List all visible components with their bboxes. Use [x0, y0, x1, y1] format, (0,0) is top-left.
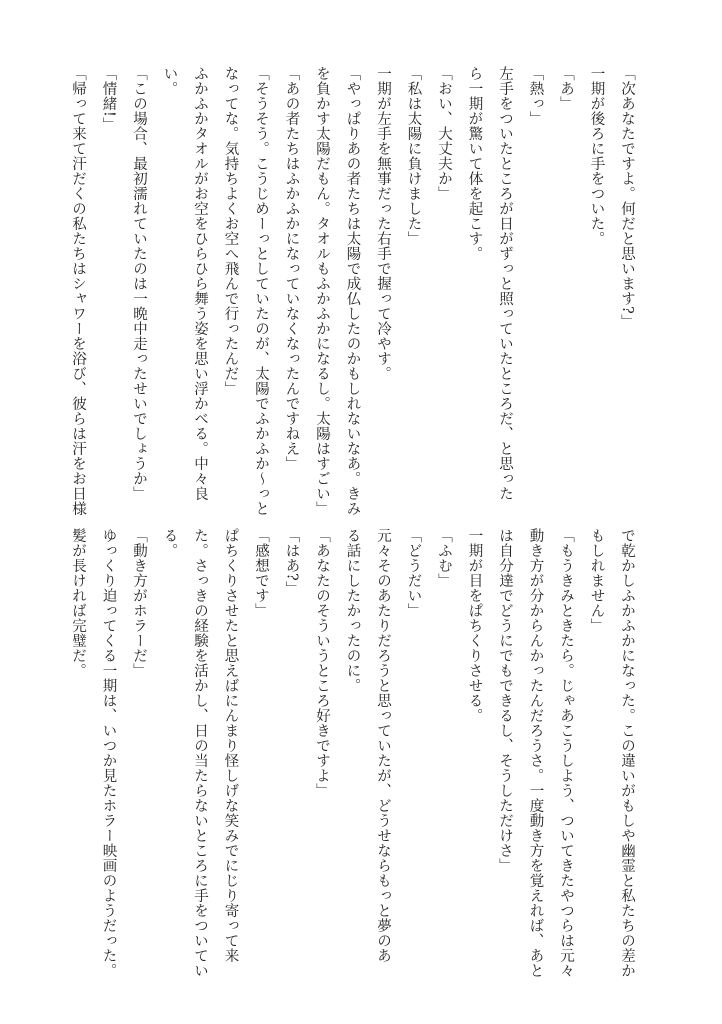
text-line: 「そうそう。こうじめーっとしていたのが、太陽でふかふか〜っと	[253, 66, 269, 516]
text-line: 髪が長ければ完璧だ。	[70, 528, 86, 678]
text-line: 一期が後ろに手をついた。	[588, 66, 605, 246]
text-line: 元々そのあたりだろうと思っていたが、どうせならもっと夢のあ	[375, 528, 391, 963]
text-line: た。さっきの経験を活かし、日の当たらないところに手をついてい	[192, 528, 208, 978]
text-line: る話にしたかったのに。	[344, 528, 361, 693]
text-line: 「帰って来て汗だくの私たちはシャワーを浴び、彼らは汗をお日様	[70, 66, 86, 516]
text-line: 「はあ?」	[283, 528, 300, 597]
text-line: い。	[161, 66, 178, 96]
text-line: 「あ」	[558, 66, 574, 111]
text-line: る。	[161, 528, 178, 558]
text-line: 「この場合、最初濡れていたのは一晩中走ったせいでしょうか」	[131, 66, 147, 501]
text-line: 「やっぱりあの者たちは太陽で成仏したのかもしれないなあ。きみ	[344, 66, 361, 516]
text-line: ぱちくりさせたと思えばにんまり怪しげな笑みでにじり寄って来	[222, 528, 239, 963]
text-line: 一期が左手を無事だった右手で握って冷やす。	[375, 66, 391, 381]
text-line: ゆっくり迫ってくる一期は、いつか見たホラー映画のようだった。	[100, 528, 117, 978]
text-line: 動き方が分からんかったんだろうさ。一度動き方を覚えれば、あと	[527, 528, 544, 978]
text-line: 「情緒!」	[100, 66, 117, 133]
text-line: は自分達でどうにでもできるし、そうしただけさ」	[497, 528, 513, 873]
text-line: 「動き方がホラーだ」	[131, 528, 147, 678]
text-line: 「感想です」	[253, 528, 269, 618]
text-line: 「私は太陽に負けました」	[405, 66, 422, 246]
text-line: 「どうだい」	[405, 528, 422, 618]
text-line: 「ふむ」	[436, 528, 452, 588]
text-block-upper	[70, 66, 642, 516]
text-line: 「次あなたですよ。何だと思います?」	[619, 66, 635, 330]
text-line: 一期が目をぱちくりさせる。	[466, 528, 483, 723]
text-line: もしれません」	[588, 528, 605, 633]
text-line: 「あの者たちはふかふかになっていなくなったんですねえ」	[283, 66, 300, 471]
text-line: なってな。気持ちよくお空へ飛んで行ったんだ」	[222, 66, 239, 396]
text-line: ふかふかタオルがお空をひらひら舞う姿を思い浮かべる。中々良	[192, 66, 208, 501]
text-line: 左手をついたところが日がずっと照っていたところだ、と思った	[497, 66, 513, 501]
text-line: で乾かしふかふかになった。この違いがもしや幽霊と私たちの差か	[619, 528, 635, 978]
text-line: 「もうきみときたら。じゃあこうしよう、ついてきたやつらは元々	[558, 528, 574, 978]
text-line: 「あなたのそういうところ好きですよ」	[314, 528, 330, 798]
text-line: を負かす太陽だもん。タオルもふかふかになるし。太陽はすごい」	[314, 66, 330, 516]
text-block-lower	[70, 528, 642, 978]
text-line: ら一期が驚いて体を起こす。	[466, 66, 483, 261]
text-line: 「おい、大丈夫か」	[436, 66, 452, 201]
text-line: 「熱っ」	[527, 66, 544, 126]
